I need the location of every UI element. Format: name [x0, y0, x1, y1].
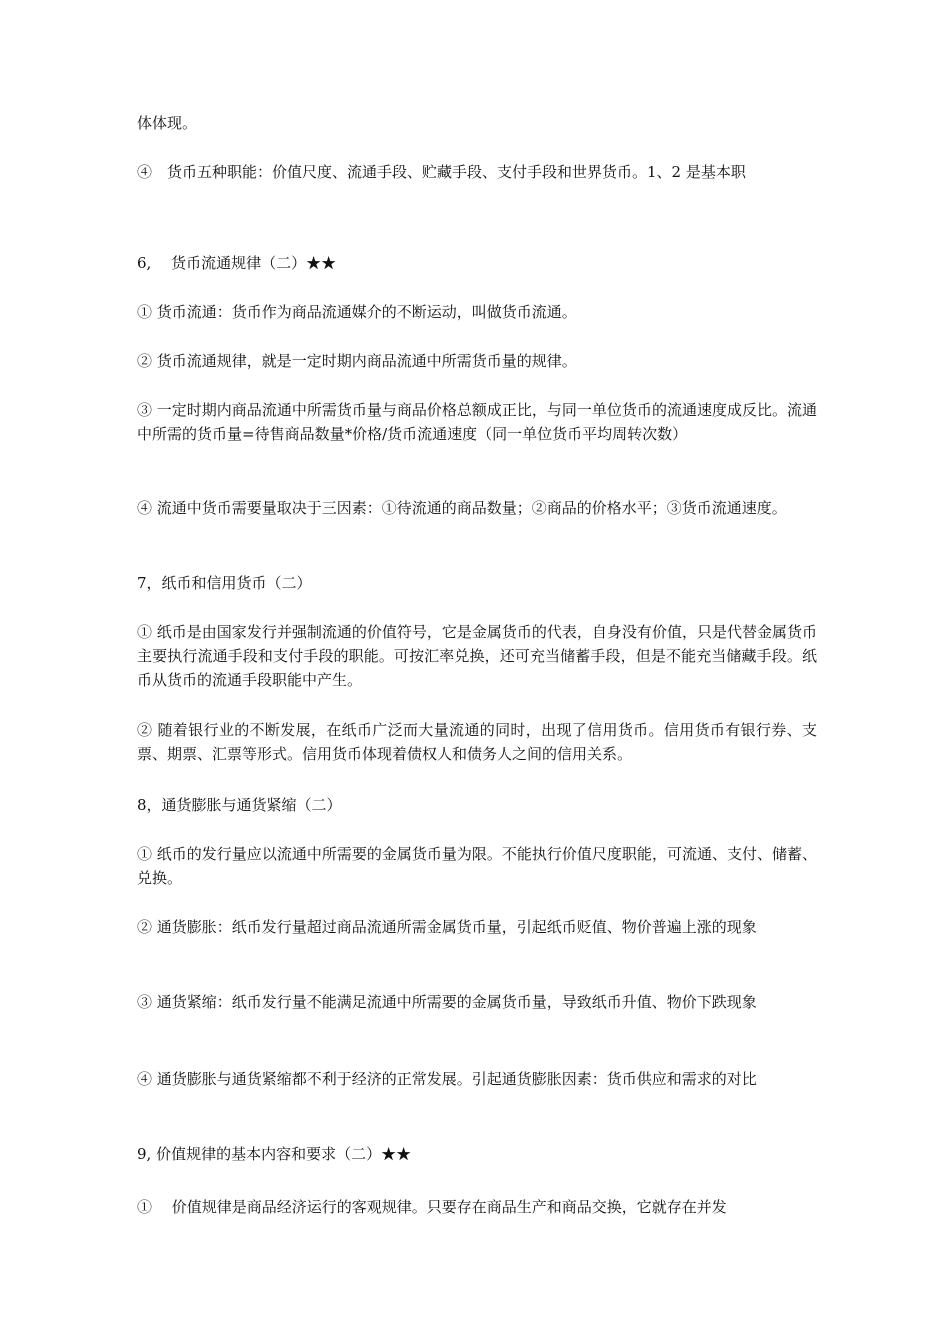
paragraph-6-2: ② 货币流通规律，就是一定时期内商品流通中所需货币量的规律。 — [137, 352, 577, 370]
paragraph-8-4: ④ 通货膨胀与通货紧缩都不利于经济的正常发展。引起通货膨胀因素：货币供应和需求的对比 — [137, 1070, 757, 1088]
paragraph-8-1: ① 纸币的发行量应以流通中所需要的金属货币量为限。不能执行价值尺度职能，可流通、支付、储蓄、兑换。 — [137, 845, 817, 887]
section-heading-7: 7，纸币和信用货币（二） — [137, 574, 312, 592]
paragraph-8-2: ② 通货膨胀：纸币发行量超过商品流通所需金属货币量，引起纸币贬值、物价普遍上涨的现象 — [137, 918, 757, 936]
paragraph-money-functions: ④ 货币五种职能：价值尺度、流通手段、贮藏手段、支付手段和世界货币。1、2 是基本职 — [137, 163, 746, 181]
paragraph-continuation: 体体现。 — [137, 114, 198, 132]
section-heading-8: 8，通货膨胀与通货紧缩（二） — [137, 796, 342, 814]
paragraph-6-1: ① 货币流通：货币作为商品流通媒介的不断运动，叫做货币流通。 — [137, 303, 577, 321]
paragraph-9-1: ① 价值规律是商品经济运行的客观规律。只要存在商品生产和商品交换，它就存在并发 — [137, 1198, 727, 1216]
paragraph-6-4: ④ 流通中货币需要量取决于三因素：①待流通的商品数量；②商品的价格水平；③货币流通速度。 — [137, 499, 787, 517]
paragraph-8-3: ③ 通货紧缩：纸币发行量不能满足流通中所需要的金属货币量，导致纸币升值、物价下跌现象 — [137, 993, 757, 1011]
paragraph-7-2: ② 随着银行业的不断发展，在纸币广泛而大量流通的同时，出现了信用货币。信用货币有银行券、支票、期票、汇票等形式。信用货币体现着债权人和债务人之间的信用关系。 — [137, 721, 817, 763]
section-heading-6: 6, 货币流通规律（二）★★ — [137, 254, 337, 272]
section-heading-9: 9, 价值规律的基本内容和要求（二）★★ — [137, 1145, 412, 1163]
paragraph-7-1: ① 纸币是由国家发行并强制流通的价值符号，它是金属货币的代表，自身没有价值，只是代替金属货币主要执行流通手段和支付手段的职能。可按汇率兑换，还可充当储蓄手段，但是不能充当储藏手段。纸币从货币的流通手段职能中产生。 — [137, 623, 817, 689]
paragraph-6-3: ③ 一定时期内商品流通中所需货币量与商品价格总额成正比，与同一单位货币的流通速度成反比。流通中所需的货币量=待售商品数量*价格/货币流通速度（同一单位货币平均周转次数） — [137, 401, 817, 443]
